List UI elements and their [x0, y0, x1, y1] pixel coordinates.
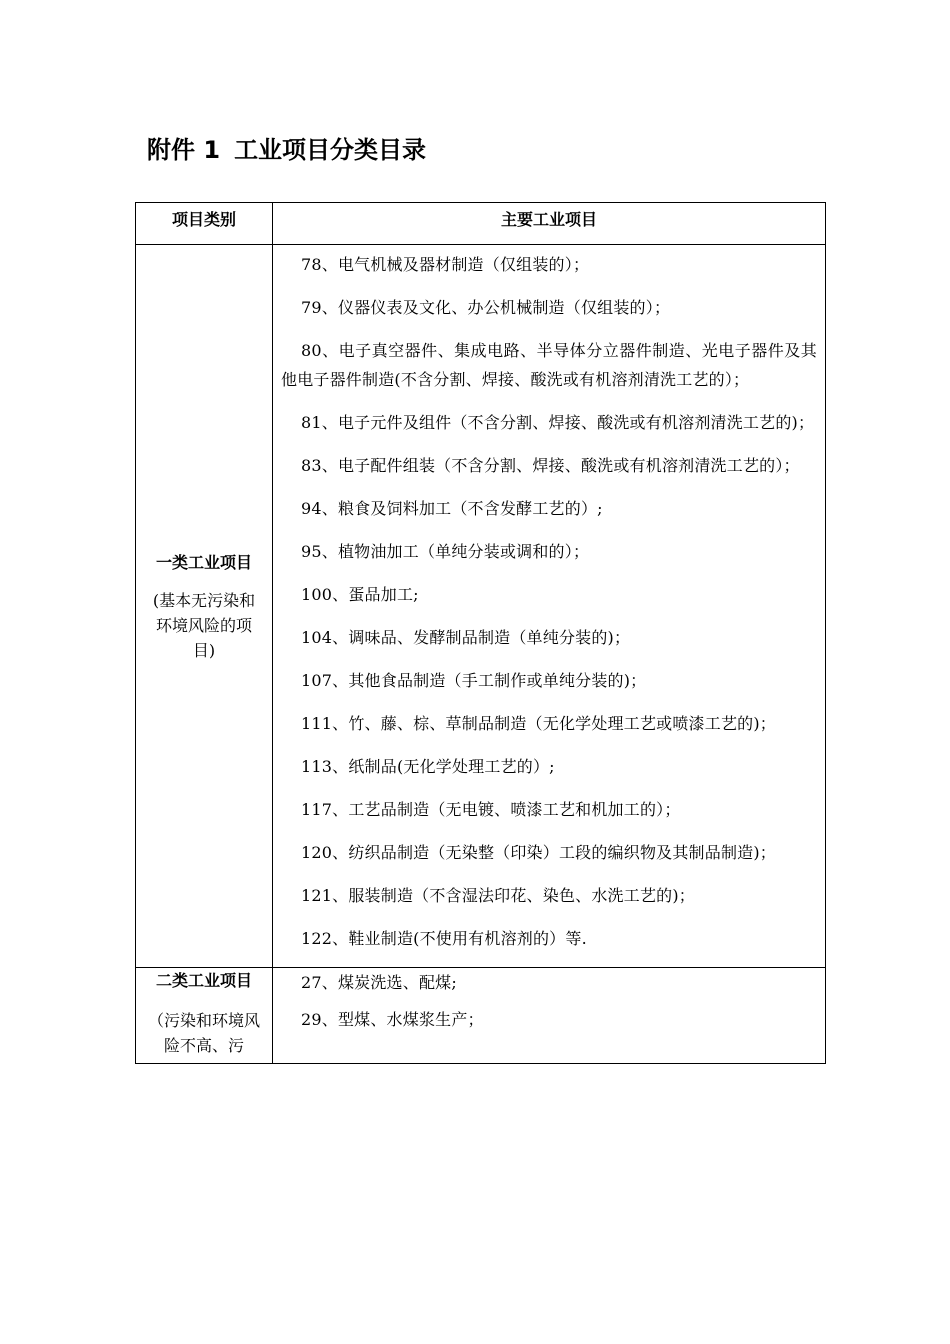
- items-cell-class-2: [273, 968, 826, 1064]
- title-main: 工业项目分类目录: [234, 136, 427, 164]
- document-title: [147, 132, 426, 168]
- list-item: 83、电子配件组装（不含分割、焊接、酸洗或有机溶剂清洗工艺的）；: [301, 456, 800, 475]
- list-item: 122、鞋业制造(不使用有机溶剂的）等.: [301, 929, 587, 948]
- list-item: 117、工艺品制造（无电镀、喷漆工艺和机加工的）；: [301, 800, 681, 819]
- list-item: 120、纺织品制造（无染整（印染）工段的编织物及其制品制造)；: [301, 843, 776, 862]
- header-items: 主要工业项目: [273, 203, 826, 245]
- list-item: 81、电子元件及组件（不含分割、焊接、酸洗或有机溶剂清洗工艺的)；: [301, 413, 815, 432]
- list-item: 100、蛋品加工;: [301, 585, 419, 604]
- list-item: 95、植物油加工（单纯分装或调和的）；: [301, 542, 590, 561]
- category-name: 二类工业项目: [155, 971, 252, 990]
- list-item: 79、仪器仪表及文化、办公机械制造（仅组装的）；: [301, 298, 671, 317]
- list-item: 27、煤炭洗选、配煤;: [301, 973, 457, 992]
- list-item: 29、型煤、水煤浆生产；: [301, 1010, 484, 1029]
- table-header-row: [136, 203, 826, 245]
- title-prefix: 附件 1: [147, 136, 221, 164]
- list-item: 104、调味品、发酵制品制造（单纯分装的)；: [301, 628, 631, 647]
- category-name: 一类工业项目: [155, 552, 252, 572]
- category-note: (基本无污染和环境风险的项目): [152, 590, 256, 660]
- category-cell-class-1: [136, 245, 273, 968]
- list-item: 121、服装制造（不含湿法印花、染色、水洗工艺的)；: [301, 886, 695, 905]
- list-item: 113、纸制品(无化学处理工艺的）;: [301, 757, 555, 776]
- category-cell-class-2: [136, 968, 273, 1064]
- industrial-project-catalog-table: [135, 202, 826, 1064]
- list-item: 107、其他食品制造（手工制作或单纯分装的)；: [301, 671, 647, 690]
- items-cell-class-1: [273, 245, 826, 968]
- list-item: 80、电子真空器件、集成电路、半导体分立器件制造、光电子器件及其他电子器件制造(不含分割、焊接、酸洗或有机溶剂清洗工艺的）；: [281, 341, 817, 389]
- list-item: 78、电气机械及器材制造（仅组装的）；: [301, 255, 590, 274]
- category-note: （污染和环境风险不高、污: [147, 1011, 260, 1055]
- table-row: [136, 968, 826, 1064]
- list-item: 94、粮食及饲料加工（不含发酵工艺的）;: [301, 499, 603, 518]
- list-item: 111、竹、藤、棕、草制品制造（无化学处理工艺或喷漆工艺的)；: [301, 714, 776, 733]
- header-category: 项目类别: [136, 203, 273, 245]
- table-row: [136, 245, 826, 968]
